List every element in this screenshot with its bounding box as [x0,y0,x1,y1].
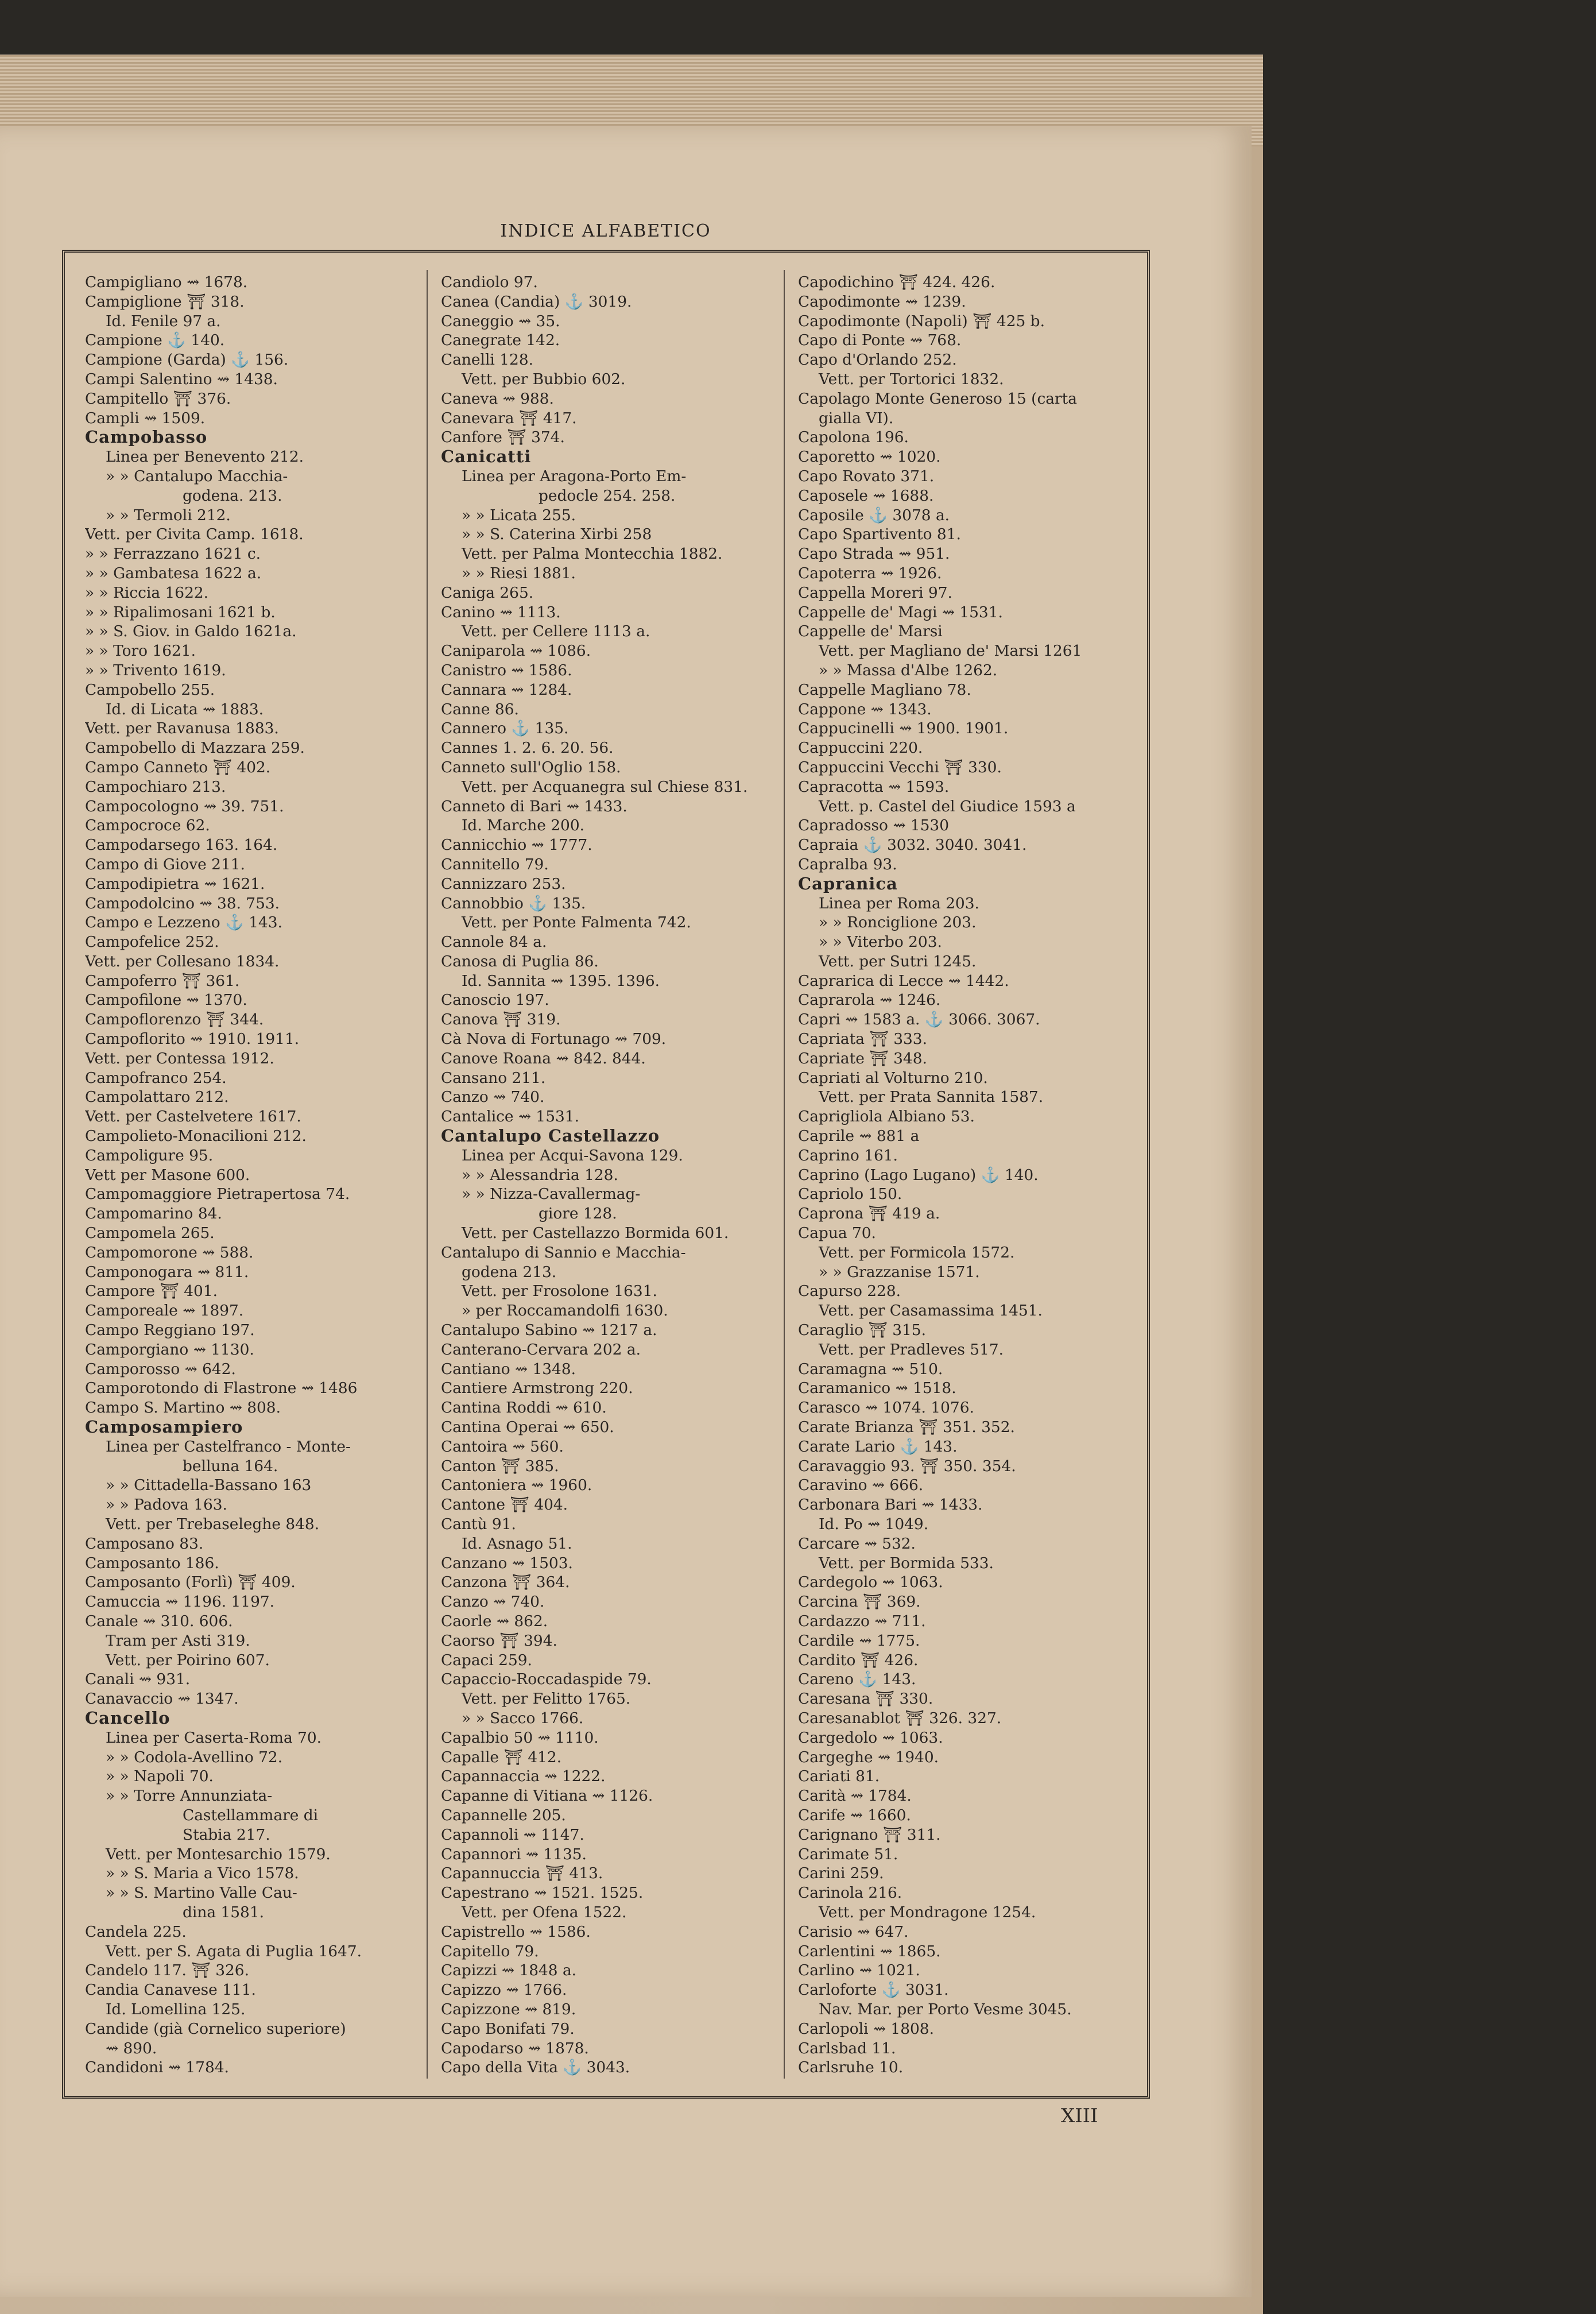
index-column-1 [85,273,429,2077]
index-entry: Caprile ⇝ 881 a [798,1127,920,1146]
index-entry: Capodimonte ⇝ 1239. [798,292,966,311]
index-heading: Cantalupo Castellazzo [441,1126,660,1146]
index-entry: Caravaggio 93. ⛩ 350. 354. [798,1457,1016,1475]
index-entry: Canneto sull'Oglio 158. [441,758,621,776]
index-entry: Vett. per Cellere 1113 a. [462,622,650,641]
index-entry: » » Toro 1621. [85,642,196,660]
index-entry: Campomorone ⇝ 588. [85,1243,254,1262]
index-entry: Cantalice ⇝ 1531. [441,1108,579,1126]
index-entry: Capriate ⛩ 348. [798,1049,927,1067]
index-entry: » » S. Giov. in Galdo 1621a. [85,622,297,641]
index-entry: » » S. Martino Valle Cau- [106,1884,297,1902]
index-entry: Candela 225. [85,1922,187,1941]
index-entry: Id. Po ⇝ 1049. [819,1515,929,1533]
index-entry: Caorso ⛩ 394. [441,1631,557,1650]
index-entry: Vett. p. Castel del Giudice 1593 a [819,797,1076,815]
index-entry: » » Ripalimosani 1621 b. [85,603,276,621]
index-heading: Canicatti [441,447,532,467]
index-entry: Vett. per Frosolone 1631. [462,1282,657,1301]
index-entry: Caprona ⛩ 419 a. [798,1205,940,1223]
index-entry: Vett. per Formicola 1572. [819,1243,1015,1262]
index-entry: Canzo ⇝ 740. [441,1593,545,1611]
index-entry: Campolieto-Monacilioni 212. [85,1127,307,1146]
index-entry: Cannara ⇝ 1284. [441,680,572,699]
index-entry: Canzona ⛩ 364. [441,1573,570,1592]
index-entry: Campoferro ⛩ 361. [85,972,240,990]
index-entry: Camporeale ⇝ 1897. [85,1302,244,1320]
index-entry: » » Trivento 1619. [85,661,226,679]
index-entry: » » Torre Annunziata- [106,1787,273,1805]
index-entry: Capaci 259. [441,1651,532,1669]
index-entry: Canton ⛩ 385. [441,1457,559,1475]
index-entry: Cannitello 79. [441,855,549,873]
index-entry: Vett. per S. Agata di Puglia 1647. [106,1942,362,1960]
index-entry: Tram per Asti 319. [106,1631,250,1650]
index-entry: Campodolcino ⇝ 38. 753. [85,894,280,912]
index-entry: Campomela 265. [85,1224,215,1243]
index-entry: Id. Sannita ⇝ 1395. 1396. [462,972,660,990]
index-entry: » » Licata 255. [462,506,576,524]
index-entry: Cannizzaro 253. [441,874,566,893]
index-entry: Cappella Moreri 97. [798,583,952,602]
index-entry: Canzano ⇝ 1503. [441,1554,573,1572]
index-entry: Vett. per Prata Sannita 1587. [819,1088,1044,1106]
index-entry: Campore ⛩ 401. [85,1282,218,1301]
index-entry: Cannero ⚓ 135. [441,719,569,738]
index-entry: Capurso 228. [798,1282,901,1301]
index-entry: Cannobbio ⚓ 135. [441,894,586,912]
index-entry: Linea per Caserta-Roma 70. [106,1728,322,1747]
index-entry: Cappone ⇝ 1343. [798,700,932,718]
index-entry: Capradosso ⇝ 1530 [798,817,949,835]
index-entry: Capoterra ⇝ 1926. [798,564,942,582]
index-entry: Vett. per Palma Montecchia 1882. [462,545,723,563]
index-column-3 [798,273,1142,2077]
index-entry: Capralba 93. [798,855,897,873]
index-entry: Capannoli ⇝ 1147. [441,1825,584,1844]
index-entry: Campigliano ⇝ 1678. [85,273,248,291]
index-entry: » » Cittadella-Bassano 163 [106,1476,312,1495]
index-entry: Campione (Garda) ⚓ 156. [85,351,289,369]
index-entry: Linea per Acqui-Savona 129. [462,1146,683,1164]
index-entry: Camporgiano ⇝ 1130. [85,1340,254,1359]
index-entry: Cantiano ⇝ 1348. [441,1360,576,1378]
index-column-2 [441,273,785,2077]
index-entry: Capri ⇝ 1583 a. ⚓ 3066. 3067. [798,1011,1040,1029]
index-entry: Carlsbad 11. [798,2039,896,2057]
index-heading: Campobasso [85,427,208,447]
index-entry: Carasco ⇝ 1074. 1076. [798,1399,974,1417]
index-entry: Campo S. Martino ⇝ 808. [85,1399,281,1417]
index-entry: dina 1581. [183,1903,265,1921]
index-entry: Vett. per Ravanusa 1883. [85,719,279,738]
index-entry: Caravino ⇝ 666. [798,1476,924,1495]
index-entry: Capraia ⚓ 3032. 3040. 3041. [798,836,1027,854]
index-entry: ⇝ 890. [106,2039,157,2057]
index-entry: Id. Fenile 97 a. [106,312,221,330]
index-entry: » » Padova 163. [106,1496,227,1514]
index-entry: Caneva ⇝ 988. [441,389,554,408]
index-entry: Carate Brianza ⛩ 351. 352. [798,1418,1015,1437]
index-entry: » » S. Maria a Vico 1578. [106,1864,299,1883]
index-entry: Vett. per Bormida 533. [819,1554,994,1572]
index-entry: Vett. per Trebaseleghe 848. [106,1515,320,1533]
index-entry: Campolattaro 212. [85,1088,229,1106]
index-entry: Vett. per Casamassima 1451. [819,1302,1043,1320]
index-entry: » » Grazzanise 1571. [819,1263,980,1281]
index-entry: Capo di Ponte ⇝ 768. [798,331,962,350]
index-entry: Cappelle de' Marsi [798,622,943,641]
index-entry: Canea (Candia) ⚓ 3019. [441,292,632,311]
index-entry: Nav. Mar. per Porto Vesme 3045. [819,2000,1072,2018]
index-entry: Carloforte ⚓ 3031. [798,1981,949,1999]
index-entry: » » Sacco 1766. [462,1709,584,1727]
index-entry: Vett. per Contessa 1912. [85,1049,274,1067]
index-entry: Vett. per Felitto 1765. [462,1690,631,1708]
index-entry: Campi Salentino ⇝ 1438. [85,370,278,388]
index-entry: » » Gambatesa 1622 a. [85,564,262,582]
index-entry: Vett. per Pradleves 517. [819,1340,1004,1359]
index-entry: Capo d'Orlando 252. [798,351,957,369]
index-entry: Canavaccio ⇝ 1347. [85,1690,239,1708]
index-entry: Capitello 79. [441,1942,539,1960]
index-entry: Campo di Giove 211. [85,855,245,873]
index-entry: Campitello ⛩ 376. [85,389,231,408]
index-entry: Carbonara Bari ⇝ 1433. [798,1496,983,1514]
index-entry: Campomarino 84. [85,1205,222,1223]
index-entry: Canfore ⛩ 374. [441,428,565,447]
index-entry: Campofranco 254. [85,1069,227,1087]
index-entry: Canino ⇝ 1113. [441,603,561,621]
index-entry: » » Viterbo 203. [819,933,942,951]
index-entry: Capaccio-Roccadaspide 79. [441,1670,652,1689]
index-entry: Camposano 83. [85,1534,204,1553]
index-entry: Caprigliola Albiano 53. [798,1108,975,1126]
index-entry: Canistro ⇝ 1586. [441,661,572,679]
index-entry: Capriolo 150. [798,1185,902,1204]
index-entry: » » Ronciglione 203. [819,914,977,932]
index-entry: godena 213. [462,1263,557,1281]
index-entry: Campobello di Mazzara 259. [85,739,305,757]
index-entry: Caramagna ⇝ 510. [798,1360,943,1378]
index-entry: Caposele ⇝ 1688. [798,486,934,505]
index-entry: » » Napoli 70. [106,1767,214,1786]
page-title: INDICE ALFABETICO [500,221,711,241]
index-entry: Capo Strada ⇝ 951. [798,545,950,563]
index-entry: Vett. per Ponte Falmenta 742. [462,914,691,932]
index-entry: Vett. per Poirino 607. [106,1651,270,1669]
index-entry: Caprino (Lago Lugano) ⚓ 140. [798,1166,1039,1184]
index-entry: Capannelle 205. [441,1806,566,1824]
index-entry: Canale ⇝ 310. 606. [85,1612,233,1630]
index-entry: » » Riccia 1622. [85,583,209,602]
index-entry: Campocroce 62. [85,817,210,835]
index-entry: Capracotta ⇝ 1593. [798,777,950,796]
index-heading: Capranica [798,873,898,893]
index-entry: Camposanto (Forlì) ⛩ 409. [85,1573,296,1592]
index-entry: » » Ferrazzano 1621 c. [85,545,261,563]
index-entry: » » Cantalupo Macchia- [106,467,288,485]
index-entry: Capo Rovato 371. [798,467,935,485]
index-entry: Campoflorenzo ⛩ 344. [85,1011,264,1029]
index-entry: Id. Asnago 51. [462,1534,572,1553]
index-entry: Cantalupo Sabino ⇝ 1217 a. [441,1321,657,1340]
index-entry: Canali ⇝ 931. [85,1670,191,1689]
index-entry: Cargeghe ⇝ 1940. [798,1748,939,1766]
index-entry: Cappelle de' Magi ⇝ 1531. [798,603,1003,621]
index-heading: Camposampiero [85,1417,243,1437]
index-entry: Carignano ⛩ 311. [798,1825,941,1844]
index-entry: Capalle ⛩ 412. [441,1748,562,1766]
index-entry: Careno ⚓ 143. [798,1670,916,1689]
index-entry: Capua 70. [798,1224,876,1243]
index-entry: Vett. per Tortorici 1832. [819,370,1004,388]
index-entry: Candelo 117. ⛩ 326. [85,1961,249,1980]
index-entry: Canove Roana ⇝ 842. 844. [441,1049,646,1067]
index-entry: Caporetto ⇝ 1020. [798,448,941,466]
index-entry: Canoscio 197. [441,991,549,1009]
index-entry: Campomaggiore Pietrapertosa 74. [85,1185,350,1204]
index-entry: Capolona 196. [798,428,909,447]
index-entry: Campofelice 252. [85,933,219,951]
index-entry: » » Alessandria 128. [462,1166,618,1184]
index-entry: Cappelle Magliano 78. [798,680,971,699]
index-entry: Capannori ⇝ 1135. [441,1845,587,1863]
index-entry: Caposile ⚓ 3078 a. [798,506,950,524]
index-entry: Cantalupo di Sannio e Macchia- [441,1243,686,1262]
index-entry: » » Termoli 212. [106,506,231,524]
index-entry: godena. 213. [183,486,282,505]
index-entry: Vett. per Sutri 1245. [819,952,977,970]
index-entry: Capodarso ⇝ 1878. [441,2039,589,2057]
index-entry: Capestrano ⇝ 1521. 1525. [441,1884,644,1902]
index-entry: Cantone ⛩ 404. [441,1496,568,1514]
index-entry: Camponogara ⇝ 811. [85,1263,249,1281]
index-entry: Canova ⛩ 319. [441,1011,561,1029]
index-entry: » » Nizza-Cavallermag- [462,1185,641,1204]
index-entry: Vett. per Bubbio 602. [462,370,626,388]
index-entry: Linea per Benevento 212. [106,448,304,466]
index-entry: giore 128. [539,1205,617,1223]
index-entry: Vett. per Montesarchio 1579. [106,1845,331,1863]
index-entry: Caniparola ⇝ 1086. [441,642,591,660]
index-entry: Caorle ⇝ 862. [441,1612,548,1630]
index-entry: » » Riesi 1881. [462,564,576,582]
index-entry: Capalbio 50 ⇝ 1110. [441,1728,599,1747]
index-entry: Linea per Aragona-Porto Em- [462,467,687,485]
index-entry: Carlino ⇝ 1021. [798,1961,920,1980]
index-entry: Campodarsego 163. 164. [85,836,278,854]
index-entry: Capizzone ⇝ 819. [441,2000,576,2018]
index-entry: Capannaccia ⇝ 1222. [441,1767,606,1786]
index-entry: » per Roccamandolfi 1630. [462,1302,668,1320]
index-entry: Cantiere Armstrong 220. [441,1379,633,1398]
index-entry: Cardazzo ⇝ 711. [798,1612,926,1630]
index-entry: Campo e Lezzeno ⚓ 143. [85,914,282,932]
index-entry: Carlentini ⇝ 1865. [798,1942,941,1960]
index-entry: Linea per Roma 203. [819,894,979,912]
index-entry: Cardito ⛩ 426. [798,1651,919,1669]
index-entry: Caprarica di Lecce ⇝ 1442. [798,972,1009,990]
index-entry: Cargedolo ⇝ 1063. [798,1728,943,1747]
index-entry: Vett. per Ofena 1522. [462,1903,627,1921]
index-entry: Vett. per Mondragone 1254. [819,1903,1036,1921]
index-entry: belluna 164. [183,1457,278,1475]
index-entry: » » Codola-Avellino 72. [106,1748,283,1766]
index-entry: Castellammare di [183,1806,319,1824]
index-entry: Capolago Monte Generoso 15 (carta [798,389,1077,408]
index-entry: Capizzo ⇝ 1766. [441,1981,567,1999]
index-entry: Vett. per Acquanegra sul Chiese 831. [462,777,748,796]
index-entry: Vett. per Castellazzo Bormida 601. [462,1224,729,1243]
index-entry: Cannes 1. 2. 6. 20. 56. [441,739,614,757]
index-entry: Carinola 216. [798,1884,902,1902]
index-entry: Campoflorito ⇝ 1910. 1911. [85,1030,300,1048]
index-entry: Canzo ⇝ 740. [441,1088,545,1106]
index-entry: Canevara ⛩ 417. [441,409,577,427]
index-entry: Candidoni ⇝ 1784. [85,2058,229,2077]
index-entry: Camposanto 186. [85,1554,219,1572]
index-entry: Id. Marche 200. [462,817,585,835]
index-entry: Vett. per Collesano 1834. [85,952,280,970]
index-entry: Vett per Masone 600. [85,1166,250,1184]
index-entry: Caniga 265. [441,583,534,602]
index-entry: Cantina Operai ⇝ 650. [441,1418,614,1437]
index-entry: Capodimonte (Napoli) ⛩ 425 b. [798,312,1045,330]
index-entry: Campochiaro 213. [85,777,226,796]
index-entry: Caraglio ⛩ 315. [798,1321,926,1340]
page-number: XIII [1061,2104,1098,2127]
index-entry: Cannicchio ⇝ 1777. [441,836,592,854]
index-entry: Camuccia ⇝ 1196. 1197. [85,1593,275,1611]
index-entry: gialla VI). [819,409,894,427]
index-entry: Campli ⇝ 1509. [85,409,206,427]
index-entry: Candia Canavese 111. [85,1981,256,1999]
index-entry: Cansano 211. [441,1069,546,1087]
index-entry: Linea per Castelfranco - Monte- [106,1437,351,1456]
index-entry: Cantù 91. [441,1515,516,1533]
index-entry: Capodichino ⛩ 424. 426. [798,273,995,291]
index-entry: Caneggio ⇝ 35. [441,312,560,330]
index-entry: Vett. per Magliano de' Marsi 1261 [819,642,1082,660]
index-entry: Carife ⇝ 1660. [798,1806,911,1824]
index-entry: Caresana ⛩ 330. [798,1690,933,1708]
index-entry: Cantoniera ⇝ 1960. [441,1476,592,1495]
index-entry: Campodipietra ⇝ 1621. [85,874,265,893]
index-entry: Cannole 84 a. [441,933,547,951]
index-entry: Carcina ⛩ 369. [798,1593,921,1611]
index-entry: Campobello 255. [85,680,215,699]
index-entry: Cà Nova di Fortunago ⇝ 709. [441,1030,667,1048]
index-entry: Capanne di Vitiana ⇝ 1126. [441,1787,653,1805]
index-entry: Candiolo 97. [441,273,538,291]
index-entry: Canneto di Bari ⇝ 1433. [441,797,627,815]
index-entry: Canosa di Puglia 86. [441,952,599,970]
index-entry: Carlopoli ⇝ 1808. [798,2019,934,2038]
index-entry: Capriati al Volturno 210. [798,1069,988,1087]
index-entry: Campo Reggiano 197. [85,1321,255,1340]
index-entry: Vett. per Castelvetere 1617. [85,1108,301,1126]
index-entry: Stabia 217. [183,1825,270,1844]
index-entry: Carlsruhe 10. [798,2058,904,2077]
index-entry: Capannuccia ⛩ 413. [441,1864,603,1883]
index-entry: Cappuccini 220. [798,739,923,757]
index-entry: Camporotondo di Flastrone ⇝ 1486 [85,1379,358,1398]
index-entry: Id. Lomellina 125. [106,2000,246,2018]
index-entry: pedocle 254. 258. [539,486,676,505]
index-entry: Campoligure 95. [85,1146,214,1164]
index-entry: » » S. Caterina Xirbi 258 [462,525,652,544]
index-entry: Cardegolo ⇝ 1063. [798,1573,943,1592]
index-entry: Capo Bonifati 79. [441,2019,575,2038]
index-entry: Carimate 51. [798,1845,898,1863]
index-entry: Caresanablot ⛩ 326. 327. [798,1709,1002,1727]
index-entry: Caprarola ⇝ 1246. [798,991,941,1009]
index-entry: Campione ⚓ 140. [85,331,225,350]
index-entry: Capo Spartivento 81. [798,525,961,544]
index-entry: Canelli 128. [441,351,534,369]
index-entry: Campofilone ⇝ 1370. [85,991,247,1009]
index-entry: Capizzi ⇝ 1848 a. [441,1961,577,1980]
index-entry: Carcare ⇝ 532. [798,1534,916,1553]
index-entry: Cappuccini Vecchi ⛩ 330. [798,758,1002,776]
index-entry: Canne 86. [441,700,519,718]
index-entry: Capriata ⛩ 333. [798,1030,927,1048]
index-heading: Cancello [85,1708,171,1728]
index-entry: Cappucinelli ⇝ 1900. 1901. [798,719,1009,738]
index-entry: Capo della Vita ⚓ 3043. [441,2058,630,2077]
index-entry: Cariati 81. [798,1767,880,1786]
index-entry: Caramanico ⇝ 1518. [798,1379,956,1398]
index-entry: Caprino 161. [798,1146,898,1164]
index-entry: Candide (già Cornelico superiore) [85,2019,346,2038]
index-entry: Cantoira ⇝ 560. [441,1437,564,1456]
index-entry: Id. di Licata ⇝ 1883. [106,700,264,718]
index-entry: Campocologno ⇝ 39. 751. [85,797,284,815]
index-entry: Camporosso ⇝ 642. [85,1360,236,1378]
index-entry: Canterano-Cervara 202 a. [441,1340,641,1359]
index-entry: Canegrate 142. [441,331,560,350]
index-entry: Cantina Roddi ⇝ 610. [441,1399,607,1417]
index-entry: Carità ⇝ 1784. [798,1787,912,1805]
index-entry: Carini 259. [798,1864,884,1883]
index-entry: Campiglione ⛩ 318. [85,292,245,311]
index-entry: Carisio ⇝ 647. [798,1922,909,1941]
index-entry: Vett. per Civita Camp. 1618. [85,525,304,544]
index-entry: » » Massa d'Albe 1262. [819,661,998,679]
index-entry: Carate Lario ⚓ 143. [798,1437,958,1456]
index-entry: Campo Canneto ⛩ 402. [85,758,271,776]
index-entry: Capistrello ⇝ 1586. [441,1922,591,1941]
index-entry: Cardile ⇝ 1775. [798,1631,920,1650]
